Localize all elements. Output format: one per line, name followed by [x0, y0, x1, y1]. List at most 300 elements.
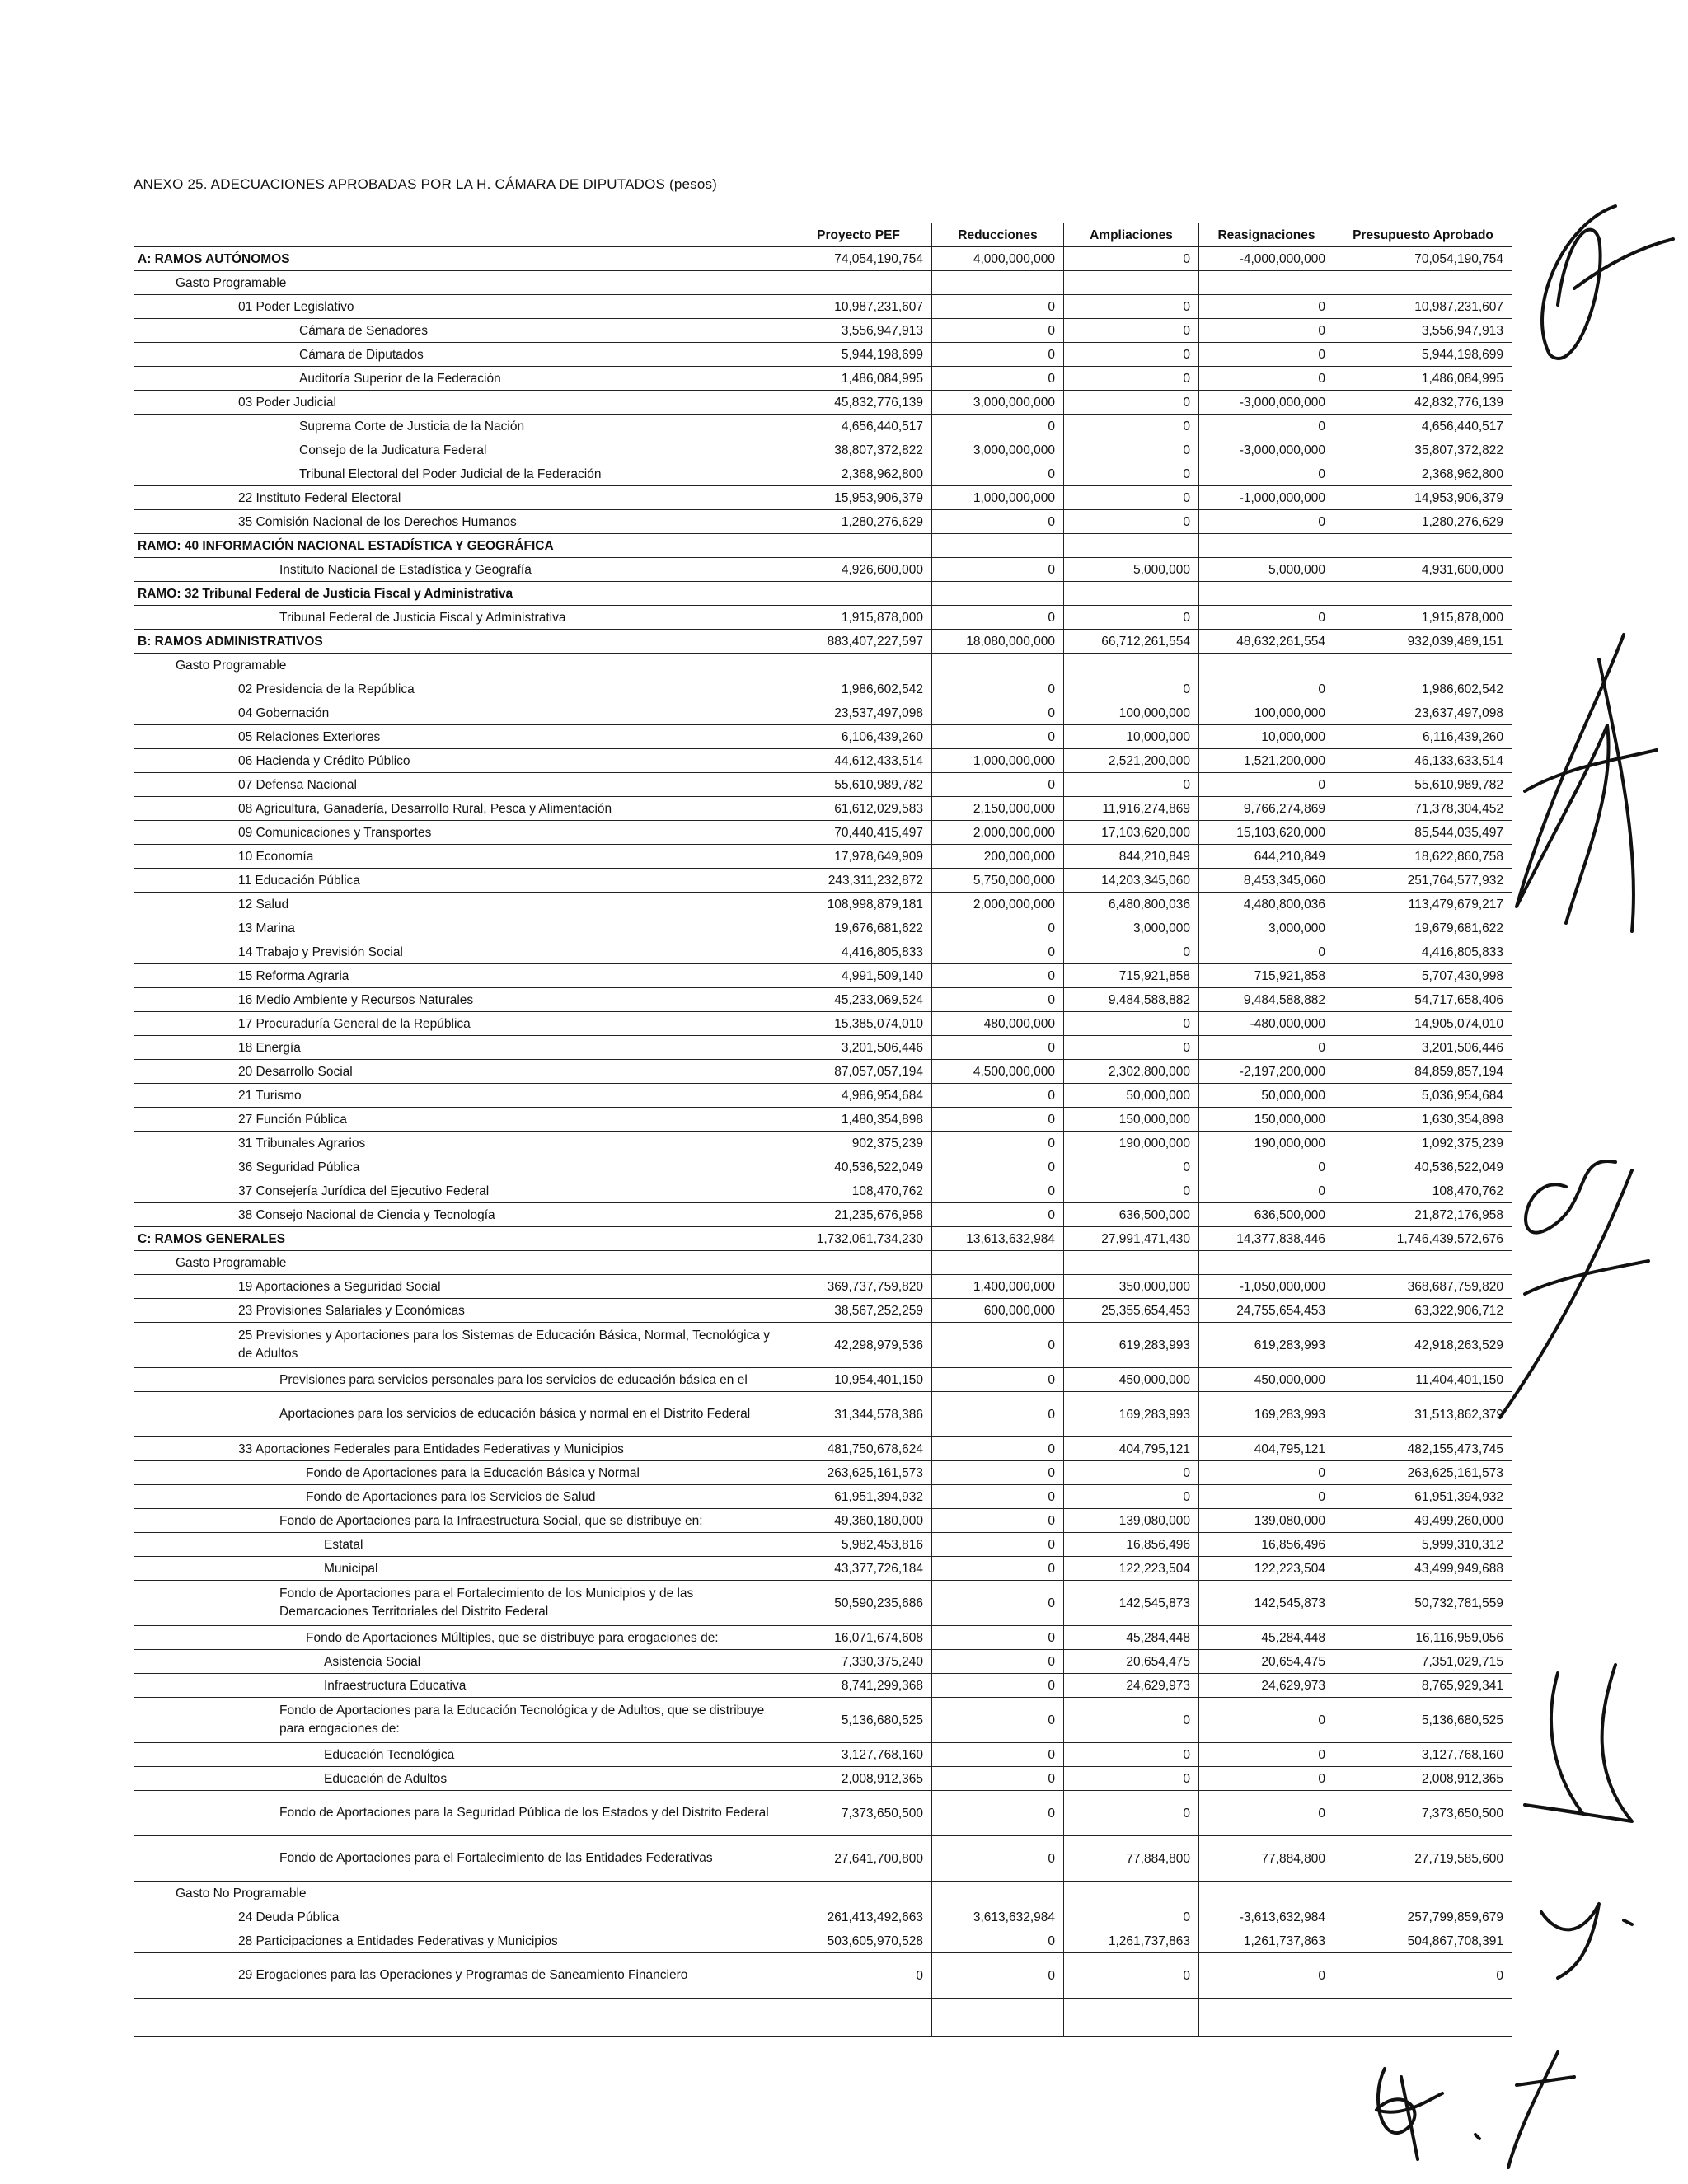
cell-reasignaciones: 190,000,000 [1199, 1132, 1334, 1155]
cell-presupuesto-aprobado: 4,416,805,833 [1334, 940, 1512, 964]
row-label: 12 Salud [134, 893, 785, 916]
cell-ampliaciones: 27,991,471,430 [1064, 1227, 1199, 1251]
cell-ampliaciones [1064, 582, 1199, 606]
cell-reasignaciones: 48,632,261,554 [1199, 630, 1334, 654]
cell-proyecto-pef: 31,344,578,386 [785, 1392, 932, 1437]
row-label: RAMO: 32 Tribunal Federal de Justicia Fiscal y Administrativa [134, 582, 785, 606]
table-row [134, 1905, 1512, 1929]
cell-presupuesto-aprobado: 63,322,906,712 [1334, 1299, 1512, 1323]
cell-ampliaciones: 0 [1064, 343, 1199, 367]
row-label: 19 Aportaciones a Seguridad Social [134, 1275, 785, 1299]
cell-presupuesto-aprobado: 1,986,602,542 [1334, 677, 1512, 701]
cell-presupuesto-aprobado: 70,054,190,754 [1334, 247, 1512, 271]
cell-presupuesto-aprobado: 35,807,372,822 [1334, 438, 1512, 462]
row-label: Instituto Nacional de Estadística y Geografía [134, 558, 785, 582]
table-row [134, 438, 1512, 462]
cell-presupuesto-aprobado: 5,707,430,998 [1334, 964, 1512, 988]
cell-ampliaciones: 0 [1064, 1791, 1199, 1836]
cell-reducciones: 0 [932, 1533, 1064, 1557]
table-row [134, 1626, 1512, 1650]
cell-ampliaciones: 25,355,654,453 [1064, 1299, 1199, 1323]
cell-ampliaciones: 0 [1064, 1905, 1199, 1929]
cell-presupuesto-aprobado: 504,867,708,391 [1334, 1929, 1512, 1953]
row-label: Consejo de la Judicatura Federal [134, 438, 785, 462]
table-row [134, 1392, 1512, 1437]
header-reducciones: Reducciones [932, 223, 1064, 247]
cell-reducciones: 0 [932, 1179, 1064, 1203]
row-label: Previsiones para servicios personales para los servicios de educación básica en el [134, 1368, 785, 1392]
cell-presupuesto-aprobado: 5,944,198,699 [1334, 343, 1512, 367]
cell-reducciones: 2,000,000,000 [932, 893, 1064, 916]
cell-ampliaciones: 0 [1064, 773, 1199, 797]
cell-presupuesto-aprobado [1334, 271, 1512, 295]
cell-proyecto-pef: 5,136,680,525 [785, 1698, 932, 1743]
cell-presupuesto-aprobado: 54,717,658,406 [1334, 988, 1512, 1012]
cell-presupuesto-aprobado: 42,832,776,139 [1334, 391, 1512, 415]
row-label: 28 Participaciones a Entidades Federativas y Municipios [134, 1929, 785, 1953]
cell-ampliaciones: 16,856,496 [1064, 1533, 1199, 1557]
cell-presupuesto-aprobado: 1,630,354,898 [1334, 1108, 1512, 1132]
cell-proyecto-pef: 369,737,759,820 [785, 1275, 932, 1299]
row-label: Tribunal Federal de Justicia Fiscal y Administrativa [134, 606, 785, 630]
cell-ampliaciones [1064, 271, 1199, 295]
cell-ampliaciones: 0 [1064, 415, 1199, 438]
cell-reasignaciones: 15,103,620,000 [1199, 821, 1334, 845]
cell-reducciones: 0 [932, 677, 1064, 701]
signature-bottom [1352, 2036, 1599, 2176]
cell-proyecto-pef: 21,235,676,958 [785, 1203, 932, 1227]
cell-reasignaciones: -480,000,000 [1199, 1012, 1334, 1036]
table-row [134, 343, 1512, 367]
cell-reasignaciones: 644,210,849 [1199, 845, 1334, 869]
row-label: Fondo de Aportaciones para el Fortalecimiento de los Municipios y de las Demarcaciones Territoriales del Distrito Federal [134, 1581, 785, 1626]
cell-reasignaciones: 0 [1199, 1036, 1334, 1060]
cell-reasignaciones: -3,613,632,984 [1199, 1905, 1334, 1929]
cell-reducciones: 0 [932, 701, 1064, 725]
cell-reducciones: 1,400,000,000 [932, 1275, 1064, 1299]
table-row [134, 1227, 1512, 1251]
cell-ampliaciones: 0 [1064, 462, 1199, 486]
row-label: 25 Previsiones y Aportaciones para los Sistemas de Educación Básica, Normal, Tecnológica y de Adultos [134, 1323, 785, 1368]
table-row [134, 630, 1512, 654]
cell-presupuesto-aprobado: 251,764,577,932 [1334, 869, 1512, 893]
row-label: 07 Defensa Nacional [134, 773, 785, 797]
table-row [134, 1132, 1512, 1155]
cell-presupuesto-aprobado: 18,622,860,758 [1334, 845, 1512, 869]
table-row [134, 1461, 1512, 1485]
cell-presupuesto-aprobado: 21,872,176,958 [1334, 1203, 1512, 1227]
header-presupuesto-aprobado: Presupuesto Aprobado [1334, 223, 1512, 247]
cell-reducciones: 0 [932, 1461, 1064, 1485]
table-row [134, 510, 1512, 534]
cell-reducciones: 0 [932, 1791, 1064, 1836]
cell-reducciones: 18,080,000,000 [932, 630, 1064, 654]
row-label: 15 Reforma Agraria [134, 964, 785, 988]
cell-reasignaciones: 0 [1199, 1155, 1334, 1179]
cell-proyecto-pef: 4,926,600,000 [785, 558, 932, 582]
cell-reducciones: 0 [932, 940, 1064, 964]
cell-proyecto-pef: 19,676,681,622 [785, 916, 932, 940]
row-label: Suprema Corte de Justicia de la Nación [134, 415, 785, 438]
cell-ampliaciones: 17,103,620,000 [1064, 821, 1199, 845]
cell-presupuesto-aprobado: 257,799,859,679 [1334, 1905, 1512, 1929]
cell-reasignaciones: 636,500,000 [1199, 1203, 1334, 1227]
cell-presupuesto-aprobado: 84,859,857,194 [1334, 1060, 1512, 1084]
cell-ampliaciones: 0 [1064, 677, 1199, 701]
row-label: Fondo de Aportaciones para la Educación Tecnológica y de Adultos, que se distribuye para erogaciones de: [134, 1698, 785, 1743]
cell-presupuesto-aprobado: 3,127,768,160 [1334, 1743, 1512, 1767]
cell-reasignaciones: 0 [1199, 1461, 1334, 1485]
cell-proyecto-pef: 61,951,394,932 [785, 1485, 932, 1509]
cell-proyecto-pef: 55,610,989,782 [785, 773, 932, 797]
cell-reducciones: 0 [932, 1650, 1064, 1674]
row-label: 22 Instituto Federal Electoral [134, 486, 785, 510]
cell-reducciones: 0 [932, 1698, 1064, 1743]
row-label: Fondo de Aportaciones para el Fortalecimiento de las Entidades Federativas [134, 1836, 785, 1882]
cell-proyecto-pef: 261,413,492,663 [785, 1905, 932, 1929]
cell-ampliaciones: 169,283,993 [1064, 1392, 1199, 1437]
row-label: 06 Hacienda y Crédito Público [134, 749, 785, 773]
header-ampliaciones: Ampliaciones [1064, 223, 1199, 247]
cell-ampliaciones: 0 [1064, 247, 1199, 271]
cell-reducciones: 0 [932, 1953, 1064, 1999]
cell-presupuesto-aprobado: 10,987,231,607 [1334, 295, 1512, 319]
cell-proyecto-pef: 38,567,252,259 [785, 1299, 932, 1323]
cell-presupuesto-aprobado: 1,746,439,572,676 [1334, 1227, 1512, 1251]
table-row [134, 749, 1512, 773]
cell-presupuesto-aprobado: 4,931,600,000 [1334, 558, 1512, 582]
table-row [134, 582, 1512, 606]
row-label: C: RAMOS GENERALES [134, 1227, 785, 1251]
cell-reducciones: 0 [932, 773, 1064, 797]
cell-reasignaciones: 0 [1199, 773, 1334, 797]
cell-reducciones: 0 [932, 1626, 1064, 1650]
table-row [134, 606, 1512, 630]
cell-reasignaciones: 450,000,000 [1199, 1368, 1334, 1392]
cell-proyecto-pef: 2,368,962,800 [785, 462, 932, 486]
cell-reducciones [932, 534, 1064, 558]
cell-presupuesto-aprobado: 1,486,084,995 [1334, 367, 1512, 391]
cell-proyecto-pef: 1,280,276,629 [785, 510, 932, 534]
cell-ampliaciones: 0 [1064, 486, 1199, 510]
cell-reasignaciones: 3,000,000 [1199, 916, 1334, 940]
cell-proyecto-pef: 503,605,970,528 [785, 1929, 932, 1953]
row-label: Gasto Programable [134, 654, 785, 677]
cell-ampliaciones: 619,283,993 [1064, 1323, 1199, 1368]
header-label-cell [134, 223, 785, 247]
cell-presupuesto-aprobado: 14,953,906,379 [1334, 486, 1512, 510]
table-row [134, 1953, 1512, 1999]
cell-reasignaciones: -3,000,000,000 [1199, 438, 1334, 462]
row-label: 29 Erogaciones para las Operaciones y Programas de Saneamiento Financiero [134, 1953, 785, 1999]
cell-presupuesto-aprobado: 2,368,962,800 [1334, 462, 1512, 486]
cell-reducciones: 0 [932, 1557, 1064, 1581]
cell-ampliaciones: 0 [1064, 510, 1199, 534]
table-row [134, 1650, 1512, 1674]
row-label: Tribunal Electoral del Poder Judicial de la Federación [134, 462, 785, 486]
cell-reducciones: 13,613,632,984 [932, 1227, 1064, 1251]
cell-reducciones: 0 [932, 415, 1064, 438]
cell-presupuesto-aprobado: 7,351,029,715 [1334, 1650, 1512, 1674]
cell-proyecto-pef: 70,440,415,497 [785, 821, 932, 845]
table-row [134, 1557, 1512, 1581]
cell-presupuesto-aprobado: 23,637,497,098 [1334, 701, 1512, 725]
cell-reasignaciones: 0 [1199, 319, 1334, 343]
cell-reducciones: 4,000,000,000 [932, 247, 1064, 271]
cell-reasignaciones [1199, 582, 1334, 606]
row-label: 08 Agricultura, Ganadería, Desarrollo Rural, Pesca y Alimentación [134, 797, 785, 821]
cell-ampliaciones: 0 [1064, 1179, 1199, 1203]
row-label: Fondo de Aportaciones para la Infraestructura Social, que se distribuye en: [134, 1509, 785, 1533]
cell-proyecto-pef: 40,536,522,049 [785, 1155, 932, 1179]
cell-presupuesto-aprobado: 16,116,959,056 [1334, 1626, 1512, 1650]
cell-reducciones: 0 [932, 1368, 1064, 1392]
cell-presupuesto-aprobado: 2,008,912,365 [1334, 1767, 1512, 1791]
table-row [134, 1203, 1512, 1227]
cell-proyecto-pef: 4,991,509,140 [785, 964, 932, 988]
cell-reducciones [932, 1999, 1064, 2037]
row-label: 14 Trabajo y Previsión Social [134, 940, 785, 964]
header-proyecto-pef: Proyecto PEF [785, 223, 932, 247]
row-label: Municipal [134, 1557, 785, 1581]
cell-presupuesto-aprobado: 368,687,759,820 [1334, 1275, 1512, 1299]
cell-proyecto-pef: 1,986,602,542 [785, 677, 932, 701]
row-label: Asistencia Social [134, 1650, 785, 1674]
cell-ampliaciones: 0 [1064, 1698, 1199, 1743]
cell-proyecto-pef: 1,486,084,995 [785, 367, 932, 391]
cell-reasignaciones: 5,000,000 [1199, 558, 1334, 582]
cell-presupuesto-aprobado: 85,544,035,497 [1334, 821, 1512, 845]
cell-reducciones: 0 [932, 1581, 1064, 1626]
table-row [134, 988, 1512, 1012]
row-label: 09 Comunicaciones y Transportes [134, 821, 785, 845]
cell-proyecto-pef: 27,641,700,800 [785, 1836, 932, 1882]
cell-proyecto-pef: 43,377,726,184 [785, 1557, 932, 1581]
cell-proyecto-pef: 263,625,161,573 [785, 1461, 932, 1485]
cell-ampliaciones: 0 [1064, 367, 1199, 391]
cell-reducciones: 0 [932, 1929, 1064, 1953]
table-row [134, 415, 1512, 438]
cell-reasignaciones: 9,484,588,882 [1199, 988, 1334, 1012]
cell-reducciones: 0 [932, 558, 1064, 582]
cell-ampliaciones: 0 [1064, 1767, 1199, 1791]
cell-reducciones: 0 [932, 1036, 1064, 1060]
cell-ampliaciones: 45,284,448 [1064, 1626, 1199, 1650]
cell-reducciones: 0 [932, 319, 1064, 343]
table-row [134, 1698, 1512, 1743]
budget-table [134, 223, 1512, 2037]
cell-ampliaciones: 50,000,000 [1064, 1084, 1199, 1108]
cell-presupuesto-aprobado: 8,765,929,341 [1334, 1674, 1512, 1698]
cell-reasignaciones: 142,545,873 [1199, 1581, 1334, 1626]
cell-presupuesto-aprobado: 0 [1334, 1953, 1512, 1999]
cell-presupuesto-aprobado: 263,625,161,573 [1334, 1461, 1512, 1485]
table-row [134, 916, 1512, 940]
cell-ampliaciones: 122,223,504 [1064, 1557, 1199, 1581]
cell-proyecto-pef: 108,470,762 [785, 1179, 932, 1203]
cell-proyecto-pef: 10,987,231,607 [785, 295, 932, 319]
cell-ampliaciones: 150,000,000 [1064, 1108, 1199, 1132]
signature-large [1500, 626, 1665, 940]
cell-reasignaciones: -3,000,000,000 [1199, 391, 1334, 415]
row-label: 11 Educación Pública [134, 869, 785, 893]
cell-presupuesto-aprobado: 3,201,506,446 [1334, 1036, 1512, 1060]
row-label: 13 Marina [134, 916, 785, 940]
cell-reasignaciones: 9,766,274,869 [1199, 797, 1334, 821]
cell-reasignaciones [1199, 534, 1334, 558]
row-label: Gasto Programable [134, 271, 785, 295]
cell-presupuesto-aprobado: 4,656,440,517 [1334, 415, 1512, 438]
cell-reducciones: 1,000,000,000 [932, 486, 1064, 510]
row-label: 18 Energía [134, 1036, 785, 1060]
cell-reducciones: 0 [932, 1203, 1064, 1227]
cell-ampliaciones: 0 [1064, 1743, 1199, 1767]
table-row [134, 1485, 1512, 1509]
cell-proyecto-pef: 7,373,650,500 [785, 1791, 932, 1836]
cell-ampliaciones: 0 [1064, 606, 1199, 630]
cell-reducciones: 0 [932, 295, 1064, 319]
row-label: 31 Tribunales Agrarios [134, 1132, 785, 1155]
cell-proyecto-pef [785, 534, 932, 558]
row-label: Auditoría Superior de la Federación [134, 367, 785, 391]
cell-ampliaciones: 24,629,973 [1064, 1674, 1199, 1698]
table-row [134, 1509, 1512, 1533]
cell-presupuesto-aprobado: 50,732,781,559 [1334, 1581, 1512, 1626]
cell-reasignaciones: 619,283,993 [1199, 1323, 1334, 1368]
table-row [134, 1275, 1512, 1299]
table-row [134, 1155, 1512, 1179]
cell-ampliaciones: 10,000,000 [1064, 725, 1199, 749]
table-row [134, 1036, 1512, 1060]
cell-ampliaciones: 190,000,000 [1064, 1132, 1199, 1155]
cell-ampliaciones: 6,480,800,036 [1064, 893, 1199, 916]
table-row [134, 1743, 1512, 1767]
cell-presupuesto-aprobado [1334, 1882, 1512, 1905]
table-row [134, 1791, 1512, 1836]
cell-presupuesto-aprobado: 31,513,862,379 [1334, 1392, 1512, 1437]
table-row [134, 462, 1512, 486]
cell-ampliaciones: 0 [1064, 438, 1199, 462]
cell-reasignaciones: -2,197,200,000 [1199, 1060, 1334, 1084]
cell-proyecto-pef: 5,944,198,699 [785, 343, 932, 367]
cell-proyecto-pef [785, 582, 932, 606]
row-label: 01 Poder Legislativo [134, 295, 785, 319]
cell-ampliaciones: 0 [1064, 1953, 1199, 1999]
cell-presupuesto-aprobado: 5,999,310,312 [1334, 1533, 1512, 1557]
cell-reducciones: 3,000,000,000 [932, 391, 1064, 415]
table-row [134, 1882, 1512, 1905]
cell-presupuesto-aprobado: 5,136,680,525 [1334, 1698, 1512, 1743]
cell-reducciones: 0 [932, 1084, 1064, 1108]
cell-reducciones [932, 582, 1064, 606]
row-label: Fondo de Aportaciones para los Servicios de Salud [134, 1485, 785, 1509]
cell-reducciones: 0 [932, 1108, 1064, 1132]
table-row [134, 1999, 1512, 2037]
row-label: Fondo de Aportaciones Múltiples, que se distribuye para erogaciones de: [134, 1626, 785, 1650]
cell-reducciones: 3,613,632,984 [932, 1905, 1064, 1929]
cell-presupuesto-aprobado: 113,479,679,217 [1334, 893, 1512, 916]
cell-reasignaciones: 16,856,496 [1199, 1533, 1334, 1557]
cell-ampliaciones: 350,000,000 [1064, 1275, 1199, 1299]
cell-ampliaciones: 0 [1064, 1461, 1199, 1485]
row-label: Estatal [134, 1533, 785, 1557]
cell-reducciones: 0 [932, 1836, 1064, 1882]
cell-ampliaciones: 636,500,000 [1064, 1203, 1199, 1227]
cell-ampliaciones: 2,521,200,000 [1064, 749, 1199, 773]
table-row [134, 1836, 1512, 1882]
table-row [134, 725, 1512, 749]
cell-reasignaciones: 0 [1199, 510, 1334, 534]
table-row [134, 1581, 1512, 1626]
cell-reasignaciones: 0 [1199, 1179, 1334, 1203]
cell-presupuesto-aprobado [1334, 654, 1512, 677]
cell-presupuesto-aprobado: 27,719,585,600 [1334, 1836, 1512, 1882]
cell-proyecto-pef: 45,832,776,139 [785, 391, 932, 415]
cell-proyecto-pef: 42,298,979,536 [785, 1323, 932, 1368]
cell-ampliaciones [1064, 1999, 1199, 2037]
row-label: Cámara de Diputados [134, 343, 785, 367]
cell-reasignaciones: 14,377,838,446 [1199, 1227, 1334, 1251]
cell-reducciones: 0 [932, 1674, 1064, 1698]
cell-reasignaciones: 10,000,000 [1199, 725, 1334, 749]
cell-reasignaciones: 150,000,000 [1199, 1108, 1334, 1132]
cell-presupuesto-aprobado: 1,915,878,000 [1334, 606, 1512, 630]
cell-reducciones: 0 [932, 367, 1064, 391]
cell-ampliaciones [1064, 654, 1199, 677]
cell-ampliaciones [1064, 534, 1199, 558]
row-label: 37 Consejería Jurídica del Ejecutivo Federal [134, 1179, 785, 1203]
cell-reducciones: 0 [932, 606, 1064, 630]
cell-reasignaciones: 1,261,737,863 [1199, 1929, 1334, 1953]
table-row [134, 940, 1512, 964]
cell-proyecto-pef: 87,057,057,194 [785, 1060, 932, 1084]
cell-reducciones: 0 [932, 725, 1064, 749]
cell-ampliaciones: 0 [1064, 319, 1199, 343]
row-label [134, 1999, 785, 2037]
cell-presupuesto-aprobado: 108,470,762 [1334, 1179, 1512, 1203]
cell-presupuesto-aprobado: 49,499,260,000 [1334, 1509, 1512, 1533]
table-row [134, 964, 1512, 988]
table-row [134, 534, 1512, 558]
row-label: 16 Medio Ambiente y Recursos Naturales [134, 988, 785, 1012]
cell-proyecto-pef: 2,008,912,365 [785, 1767, 932, 1791]
row-label: 04 Gobernación [134, 701, 785, 725]
table-row [134, 558, 1512, 582]
table-row [134, 367, 1512, 391]
cell-proyecto-pef: 15,385,074,010 [785, 1012, 932, 1036]
cell-proyecto-pef: 1,915,878,000 [785, 606, 932, 630]
table-row [134, 1179, 1512, 1203]
header-reasignaciones: Reasignaciones [1199, 223, 1334, 247]
table-row [134, 1323, 1512, 1368]
cell-proyecto-pef: 902,375,239 [785, 1132, 932, 1155]
cell-ampliaciones: 0 [1064, 940, 1199, 964]
row-label: 33 Aportaciones Federales para Entidades Federativas y Municipios [134, 1437, 785, 1461]
cell-proyecto-pef: 4,656,440,517 [785, 415, 932, 438]
cell-presupuesto-aprobado [1334, 1999, 1512, 2037]
cell-proyecto-pef: 883,407,227,597 [785, 630, 932, 654]
cell-proyecto-pef: 243,311,232,872 [785, 869, 932, 893]
cell-reasignaciones: 100,000,000 [1199, 701, 1334, 725]
cell-presupuesto-aprobado: 14,905,074,010 [1334, 1012, 1512, 1036]
cell-proyecto-pef: 49,360,180,000 [785, 1509, 932, 1533]
table-row [134, 893, 1512, 916]
cell-reducciones [932, 271, 1064, 295]
cell-presupuesto-aprobado: 40,536,522,049 [1334, 1155, 1512, 1179]
table-row [134, 1767, 1512, 1791]
cell-reducciones [932, 1882, 1064, 1905]
cell-proyecto-pef: 3,127,768,160 [785, 1743, 932, 1767]
